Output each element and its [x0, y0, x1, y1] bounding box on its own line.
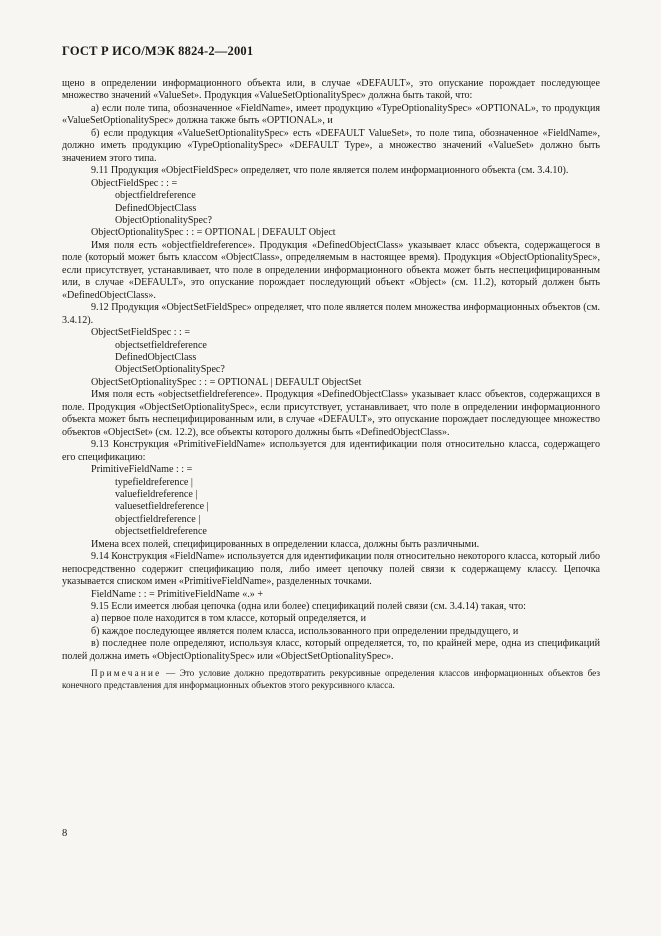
production-line: objectfieldreference	[115, 190, 196, 202]
production-line: PrimitiveFieldName : : =	[91, 464, 193, 476]
document-body	[62, 78, 600, 691]
production-line: objectsetfieldreference	[115, 526, 207, 538]
production-line: DefinedObjectClass	[115, 202, 197, 214]
paragraph: а) первое поле находится в том классе, который определяется, и	[91, 613, 367, 625]
paragraph: Имена всех полей, специфицированных в определении класса, должны быть различными.	[91, 538, 480, 550]
production-line: ObjectOptionalitySpec : : = OPTIONAL | DEFAULT Object	[91, 227, 336, 239]
paragraph: Имя поля есть «objectsetfieldreference». Продукция «DefinedObjectClass» указывает класс объектов, содержащихся в поле. Продукция «ObjectSetOptionalitySpec», если присутствует, устанавливает, что поле в определении информационного объекта может быть неспецифицированным или, в случае «DEFAULT», это опускание порождает последующее множество объектов «ObjectSet» (см. 12.2), все объекты которого должны быть «DefinedObjectClass».	[62, 389, 600, 438]
production-line: ObjectSetOptionalitySpec?	[115, 364, 225, 376]
production-line: ObjectSetOptionalitySpec : : = OPTIONAL | DEFAULT ObjectSet	[91, 376, 362, 388]
paragraph: б) каждое последующее является полем класса, использованного при определении предыдущего, и	[91, 625, 519, 637]
production-line: DefinedObjectClass	[115, 351, 197, 363]
paragraph: Имя поля есть «objectfieldreference». Продукция «DefinedObjectClass» указывает класс объекта, содержащегося в поле (который может быть классом «ObjectClass», определяемым в настоящее время). Продукция «ObjectOptionalitySpec», если присутствует, устанавливает, что поле в определении информационного объекта может быть неспецифицированным или, в случае «DEFAULT», это опускание порождает последующий объект «Object» (см. 11.2), который должен быть «DefinedObjectClass».	[62, 239, 600, 301]
paragraph: в) последнее поле определяют, используя класс, который определяется, то, по крайней мере, одна из спецификаций полей должна иметь «ObjectOptionalitySpec» или «ObjectSetOptionalitySpec».	[62, 638, 600, 662]
production-line: FieldName : : = PrimitiveFieldName «.» +	[91, 588, 264, 600]
paragraph: 9.15 Если имеется любая цепочка (одна или более) спецификаций полей связи (см. 3.4.14) такая, что:	[91, 601, 526, 613]
paragraph: б) если продукция «ValueSetOptionalitySpec» есть «DEFAULT ValueSet», то поле типа, обозначенное «FieldName», должно иметь продукцию «TypeOptionalitySpec» «DEFAULT Type», а множество значений «ValueSet» должно быть значением этого типа.	[62, 127, 600, 164]
production-line: typefieldreference |	[115, 476, 193, 488]
production-line: valuesetfieldreference |	[115, 501, 209, 513]
production-line: ObjectFieldSpec : : =	[91, 177, 178, 189]
production-line: objectfieldreference |	[115, 513, 201, 525]
note-label: Примечание	[91, 668, 162, 679]
paragraph: а) если поле типа, обозначенное «FieldName», имеет продукцию «TypeOptionalitySpec» «OPTIONAL», то продукция «ValueSetOptionalitySpec» должна также быть «OPTIONAL», и	[62, 102, 600, 127]
note-paragraph	[62, 668, 600, 691]
production-line: valuefieldreference |	[115, 488, 198, 500]
paragraph: 9.11 Продукция «ObjectFieldSpec» определяет, что поле является полем информационного объекта (см. 3.4.10).	[91, 165, 569, 177]
paragraph: 9.13 Конструкция «PrimitiveFieldName» используется для идентификации поля относительно класса, содержащего его спецификацию:	[62, 439, 600, 463]
paragraph: 9.12 Продукция «ObjectSetFieldSpec» определяет, что поле является полем множества информационных объектов (см. 3.4.12).	[62, 302, 600, 326]
page-number: 8	[62, 828, 68, 839]
document-header: ГОСТ Р ИСО/МЭК 8824-2—2001	[62, 44, 254, 58]
production-line: ObjectOptionalitySpec?	[115, 214, 212, 226]
production-line: ObjectSetFieldSpec : : =	[91, 327, 191, 339]
paragraph: 9.14 Конструкция «FieldName» используется для идентификации поля относительно некоторого класса, который либо непосредственно содержит спецификацию поля, либо имеет цепочку полей связи к содержащему классу. Цепочка указывается списком имен «PrimitiveFieldName», разделенных точками.	[62, 551, 600, 588]
paragraph: щено в определении информационного объекта или, в случае «DEFAULT», это опускание порождает последующее множество значений «ValueSet». Продукция «ValueSetOptionalitySpec» должна быть такой, что:	[62, 78, 600, 102]
production-line: objectsetfieldreference	[115, 339, 207, 351]
note-text: — Это условие должно предотвратить рекурсивные определения классов информационных объектов без конечного представления для информационных объектов этого рекурсивного класса.	[62, 668, 600, 690]
